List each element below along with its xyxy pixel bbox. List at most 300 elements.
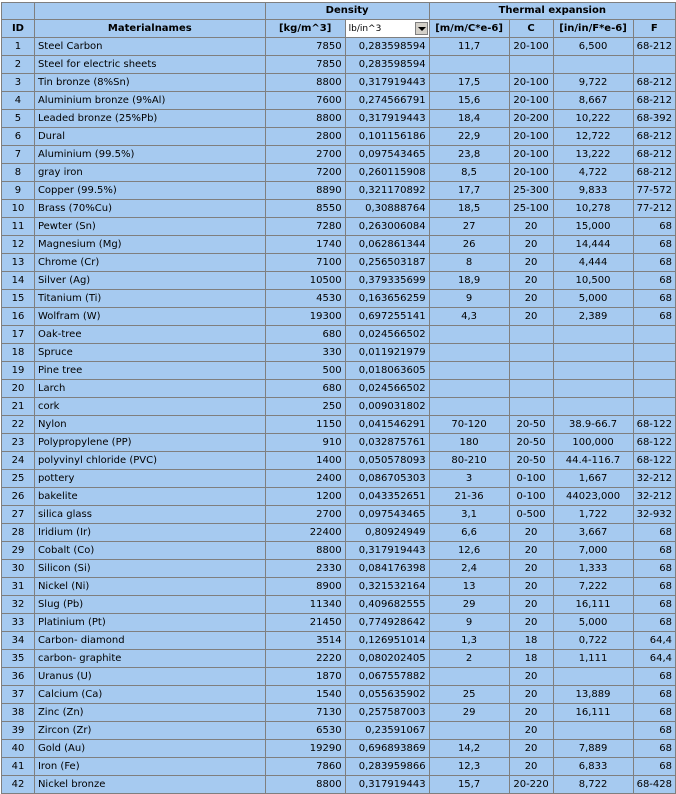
id-cell[interactable]: 30 (2, 560, 35, 578)
density-lb-cell[interactable]: 0,260115908 (345, 164, 429, 182)
id-cell[interactable]: 10 (2, 200, 35, 218)
density-lb-cell[interactable]: 0,321170892 (345, 182, 429, 200)
range-c-cell[interactable]: 20-100 (509, 92, 553, 110)
density-lb-cell[interactable]: 0,317919443 (345, 110, 429, 128)
expansion-mmc-cell[interactable]: 29 (429, 596, 509, 614)
range-c-cell[interactable] (509, 398, 553, 416)
id-cell[interactable]: 9 (2, 182, 35, 200)
id-cell[interactable]: 13 (2, 254, 35, 272)
range-f-cell[interactable]: 68 (633, 290, 675, 308)
expansion-mmc-cell[interactable]: 21-36 (429, 488, 509, 506)
expansion-inin-cell[interactable]: 4,722 (553, 164, 633, 182)
range-c-cell[interactable]: 20 (509, 758, 553, 776)
expansion-inin-cell[interactable]: 13,222 (553, 146, 633, 164)
expansion-inin-cell[interactable]: 14,444 (553, 236, 633, 254)
id-cell[interactable]: 28 (2, 524, 35, 542)
range-f-cell[interactable]: 68 (633, 236, 675, 254)
density-kg-cell[interactable]: 8900 (265, 578, 345, 596)
expansion-inin-cell[interactable]: 12,722 (553, 128, 633, 146)
density-kg-cell[interactable]: 3514 (265, 632, 345, 650)
expansion-mmc-cell[interactable]: 12,6 (429, 542, 509, 560)
id-cell[interactable]: 37 (2, 686, 35, 704)
expansion-inin-cell[interactable]: 7,000 (553, 542, 633, 560)
id-cell[interactable]: 22 (2, 416, 35, 434)
id-cell[interactable]: 14 (2, 272, 35, 290)
range-c-cell[interactable]: 20 (509, 236, 553, 254)
density-lb-cell[interactable]: 0,379335699 (345, 272, 429, 290)
range-c-cell[interactable]: 25-300 (509, 182, 553, 200)
range-f-cell[interactable]: 68 (633, 740, 675, 758)
expansion-inin-cell[interactable]: 3,667 (553, 524, 633, 542)
range-f-cell[interactable]: 68 (633, 308, 675, 326)
range-c-cell[interactable]: 20 (509, 290, 553, 308)
density-kg-cell[interactable]: 4530 (265, 290, 345, 308)
id-cell[interactable]: 32 (2, 596, 35, 614)
dropdown-arrow-icon[interactable] (415, 22, 428, 35)
density-kg-cell[interactable]: 7860 (265, 758, 345, 776)
expansion-inin-cell[interactable]: 9,722 (553, 74, 633, 92)
density-lb-cell[interactable]: 0,024566502 (345, 326, 429, 344)
range-f-cell[interactable]: 68-122 (633, 416, 675, 434)
expansion-inin-cell[interactable] (553, 56, 633, 74)
density-lb-cell[interactable]: 0,317919443 (345, 74, 429, 92)
material-name-cell[interactable]: Nickel bronze (34, 776, 265, 794)
material-name-cell[interactable]: cork (34, 398, 265, 416)
material-name-cell[interactable]: Aluminium bronze (9%Al) (34, 92, 265, 110)
density-kg-cell[interactable]: 1200 (265, 488, 345, 506)
expansion-inin-cell[interactable]: 9,833 (553, 182, 633, 200)
material-name-cell[interactable]: Zinc (Zn) (34, 704, 265, 722)
expansion-inin-cell[interactable]: 1,722 (553, 506, 633, 524)
expansion-mmc-cell[interactable] (429, 668, 509, 686)
range-c-cell[interactable] (509, 362, 553, 380)
range-c-cell[interactable]: 20 (509, 524, 553, 542)
expansion-mmc-cell[interactable]: 3,1 (429, 506, 509, 524)
range-c-cell[interactable]: 20-100 (509, 128, 553, 146)
range-f-cell[interactable]: 68 (633, 686, 675, 704)
density-lb-cell[interactable]: 0,80924949 (345, 524, 429, 542)
range-c-cell[interactable]: 20 (509, 614, 553, 632)
expansion-mmc-cell[interactable]: 80-210 (429, 452, 509, 470)
expansion-mmc-cell[interactable]: 26 (429, 236, 509, 254)
expansion-mmc-cell[interactable]: 9 (429, 614, 509, 632)
id-cell[interactable]: 18 (2, 344, 35, 362)
density-kg-cell[interactable]: 2800 (265, 128, 345, 146)
range-c-cell[interactable]: 20-50 (509, 452, 553, 470)
range-c-cell[interactable]: 20 (509, 722, 553, 740)
range-c-cell[interactable]: 20 (509, 596, 553, 614)
density-lb-cell[interactable]: 0,041546291 (345, 416, 429, 434)
expansion-inin-cell[interactable]: 2,389 (553, 308, 633, 326)
density-lb-cell[interactable]: 0,317919443 (345, 776, 429, 794)
material-name-cell[interactable]: Platinium (Pt) (34, 614, 265, 632)
material-name-cell[interactable]: Larch (34, 380, 265, 398)
id-cell[interactable]: 11 (2, 218, 35, 236)
density-kg-cell[interactable]: 7200 (265, 164, 345, 182)
range-c-cell[interactable]: 20 (509, 560, 553, 578)
density-lb-cell[interactable]: 0,097543465 (345, 146, 429, 164)
density-lb-cell[interactable]: 0,317919443 (345, 542, 429, 560)
density-kg-cell[interactable]: 8800 (265, 776, 345, 794)
density-kg-cell[interactable]: 910 (265, 434, 345, 452)
expansion-mmc-cell[interactable] (429, 398, 509, 416)
range-f-cell[interactable]: 68 (633, 596, 675, 614)
id-cell[interactable]: 19 (2, 362, 35, 380)
expansion-mmc-cell[interactable]: 18,9 (429, 272, 509, 290)
density-lb-cell[interactable]: 0,263006084 (345, 218, 429, 236)
density-kg-cell[interactable]: 8800 (265, 542, 345, 560)
expansion-inin-cell[interactable]: 100,000 (553, 434, 633, 452)
density-kg-cell[interactable]: 1740 (265, 236, 345, 254)
density-kg-cell[interactable]: 330 (265, 344, 345, 362)
material-name-cell[interactable]: Tin bronze (8%Sn) (34, 74, 265, 92)
material-name-cell[interactable]: Nylon (34, 416, 265, 434)
id-cell[interactable]: 1 (2, 38, 35, 56)
density-lb-cell[interactable]: 0,256503187 (345, 254, 429, 272)
range-f-cell[interactable]: 68 (633, 722, 675, 740)
expansion-mmc-cell[interactable]: 23,8 (429, 146, 509, 164)
material-name-cell[interactable]: Gold (Au) (34, 740, 265, 758)
range-c-cell[interactable]: 20 (509, 254, 553, 272)
density-kg-cell[interactable]: 19290 (265, 740, 345, 758)
range-f-cell[interactable]: 68-392 (633, 110, 675, 128)
material-name-cell[interactable]: Steel Carbon (34, 38, 265, 56)
material-name-cell[interactable]: gray iron (34, 164, 265, 182)
range-c-cell[interactable]: 0-100 (509, 488, 553, 506)
id-cell[interactable]: 15 (2, 290, 35, 308)
density-lb-cell[interactable]: 0,23591067 (345, 722, 429, 740)
id-cell[interactable]: 36 (2, 668, 35, 686)
expansion-mmc-cell[interactable]: 4,3 (429, 308, 509, 326)
range-c-cell[interactable] (509, 326, 553, 344)
density-lb-cell[interactable]: 0,024566502 (345, 380, 429, 398)
expansion-mmc-cell[interactable]: 17,7 (429, 182, 509, 200)
expansion-mmc-cell[interactable]: 18,5 (429, 200, 509, 218)
range-f-cell[interactable]: 68-428 (633, 776, 675, 794)
range-c-cell[interactable]: 20 (509, 704, 553, 722)
expansion-mmc-cell[interactable]: 70-120 (429, 416, 509, 434)
density-lb-cell[interactable]: 0,084176398 (345, 560, 429, 578)
id-cell[interactable]: 2 (2, 56, 35, 74)
id-cell[interactable]: 12 (2, 236, 35, 254)
range-f-cell[interactable]: 68 (633, 560, 675, 578)
material-name-cell[interactable]: Steel for electric sheets (34, 56, 265, 74)
material-name-cell[interactable]: Iron (Fe) (34, 758, 265, 776)
expansion-mmc-cell[interactable]: 9 (429, 290, 509, 308)
id-cell[interactable]: 8 (2, 164, 35, 182)
expansion-mmc-cell[interactable] (429, 326, 509, 344)
expansion-mmc-cell[interactable]: 17,5 (429, 74, 509, 92)
expansion-mmc-cell[interactable]: 15,6 (429, 92, 509, 110)
density-kg-cell[interactable]: 8800 (265, 74, 345, 92)
expansion-mmc-cell[interactable]: 3 (429, 470, 509, 488)
density-lb-cell[interactable]: 0,696893869 (345, 740, 429, 758)
expansion-mmc-cell[interactable]: 22,9 (429, 128, 509, 146)
id-cell[interactable]: 16 (2, 308, 35, 326)
id-cell[interactable]: 20 (2, 380, 35, 398)
range-f-cell[interactable]: 68-122 (633, 434, 675, 452)
density-kg-cell[interactable]: 2220 (265, 650, 345, 668)
density-lb-cell[interactable]: 0,697255141 (345, 308, 429, 326)
material-name-cell[interactable]: Titanium (Ti) (34, 290, 265, 308)
expansion-mmc-cell[interactable] (429, 722, 509, 740)
material-name-cell[interactable]: Uranus (U) (34, 668, 265, 686)
range-f-cell[interactable]: 32-212 (633, 488, 675, 506)
range-c-cell[interactable]: 20-100 (509, 146, 553, 164)
expansion-mmc-cell[interactable]: 8 (429, 254, 509, 272)
material-name-cell[interactable]: Polypropylene (PP) (34, 434, 265, 452)
id-cell[interactable]: 17 (2, 326, 35, 344)
material-name-cell[interactable]: Magnesium (Mg) (34, 236, 265, 254)
density-lb-cell[interactable]: 0,018063605 (345, 362, 429, 380)
range-f-cell[interactable]: 68-212 (633, 146, 675, 164)
density-kg-cell[interactable]: 7100 (265, 254, 345, 272)
expansion-inin-cell[interactable]: 10,222 (553, 110, 633, 128)
density-kg-cell[interactable]: 2330 (265, 560, 345, 578)
density-lb-cell[interactable]: 0,009031802 (345, 398, 429, 416)
material-name-cell[interactable]: pottery (34, 470, 265, 488)
density-lb-cell[interactable]: 0,062861344 (345, 236, 429, 254)
density-lb-cell[interactable]: 0,163656259 (345, 290, 429, 308)
density-kg-cell[interactable]: 500 (265, 362, 345, 380)
id-cell[interactable]: 35 (2, 650, 35, 668)
id-cell[interactable]: 23 (2, 434, 35, 452)
range-c-cell[interactable]: 20-100 (509, 74, 553, 92)
expansion-inin-cell[interactable] (553, 362, 633, 380)
range-f-cell[interactable]: 77-212 (633, 200, 675, 218)
expansion-inin-cell[interactable] (553, 668, 633, 686)
expansion-mmc-cell[interactable]: 27 (429, 218, 509, 236)
id-cell[interactable]: 4 (2, 92, 35, 110)
density-lb-cell[interactable]: 0,011921979 (345, 344, 429, 362)
density-kg-cell[interactable]: 2700 (265, 506, 345, 524)
expansion-mmc-cell[interactable]: 1,3 (429, 632, 509, 650)
density-kg-cell[interactable]: 11340 (265, 596, 345, 614)
range-f-cell[interactable]: 68 (633, 614, 675, 632)
id-cell[interactable]: 40 (2, 740, 35, 758)
range-f-cell[interactable]: 68-122 (633, 452, 675, 470)
density-lb-cell[interactable]: 0,274566791 (345, 92, 429, 110)
expansion-inin-cell[interactable]: 13,889 (553, 686, 633, 704)
range-f-cell[interactable]: 32-932 (633, 506, 675, 524)
id-cell[interactable]: 39 (2, 722, 35, 740)
id-cell[interactable]: 26 (2, 488, 35, 506)
id-cell[interactable]: 29 (2, 542, 35, 560)
material-name-cell[interactable]: Leaded bronze (25%Pb) (34, 110, 265, 128)
material-name-cell[interactable]: Dural (34, 128, 265, 146)
expansion-inin-cell[interactable]: 16,111 (553, 596, 633, 614)
range-c-cell[interactable]: 20 (509, 308, 553, 326)
range-f-cell[interactable]: 68-212 (633, 74, 675, 92)
expansion-inin-cell[interactable]: 7,222 (553, 578, 633, 596)
expansion-inin-cell[interactable]: 7,889 (553, 740, 633, 758)
density-kg-cell[interactable]: 1870 (265, 668, 345, 686)
range-f-cell[interactable]: 68 (633, 704, 675, 722)
range-f-cell[interactable]: 68-212 (633, 38, 675, 56)
density-lb-cell[interactable]: 0,283598594 (345, 56, 429, 74)
range-f-cell[interactable]: 68 (633, 578, 675, 596)
density-kg-cell[interactable]: 8550 (265, 200, 345, 218)
range-f-cell[interactable]: 68-212 (633, 92, 675, 110)
id-cell[interactable]: 33 (2, 614, 35, 632)
range-c-cell[interactable]: 20 (509, 272, 553, 290)
range-c-cell[interactable]: 20-100 (509, 38, 553, 56)
range-f-cell[interactable]: 68 (633, 668, 675, 686)
density-lb-cell[interactable]: 0,032875761 (345, 434, 429, 452)
material-name-cell[interactable]: Cobalt (Co) (34, 542, 265, 560)
density-lb-cell[interactable]: 0,126951014 (345, 632, 429, 650)
expansion-mmc-cell[interactable]: 8,5 (429, 164, 509, 182)
range-f-cell[interactable]: 64,4 (633, 632, 675, 650)
expansion-mmc-cell[interactable]: 15,7 (429, 776, 509, 794)
material-name-cell[interactable]: Copper (99.5%) (34, 182, 265, 200)
material-name-cell[interactable]: Silicon (Si) (34, 560, 265, 578)
expansion-inin-cell[interactable]: 5,000 (553, 290, 633, 308)
density-kg-cell[interactable]: 8800 (265, 110, 345, 128)
range-c-cell[interactable]: 20-220 (509, 776, 553, 794)
id-cell[interactable]: 41 (2, 758, 35, 776)
material-name-cell[interactable]: Aluminium (99.5%) (34, 146, 265, 164)
expansion-inin-cell[interactable]: 5,000 (553, 614, 633, 632)
density-lb-cell[interactable]: 0,257587003 (345, 704, 429, 722)
id-cell[interactable]: 42 (2, 776, 35, 794)
density-lb-cell[interactable]: 0,043352651 (345, 488, 429, 506)
id-cell[interactable]: 21 (2, 398, 35, 416)
id-cell[interactable]: 25 (2, 470, 35, 488)
expansion-mmc-cell[interactable]: 12,3 (429, 758, 509, 776)
expansion-inin-cell[interactable]: 10,278 (553, 200, 633, 218)
density-lb-cell[interactable]: 0,086705303 (345, 470, 429, 488)
expansion-mmc-cell[interactable] (429, 56, 509, 74)
expansion-inin-cell[interactable]: 10,500 (553, 272, 633, 290)
material-name-cell[interactable]: Chrome (Cr) (34, 254, 265, 272)
range-f-cell[interactable]: 68 (633, 524, 675, 542)
expansion-inin-cell[interactable] (553, 326, 633, 344)
material-name-cell[interactable]: Pewter (Sn) (34, 218, 265, 236)
expansion-mmc-cell[interactable]: 2 (429, 650, 509, 668)
range-c-cell[interactable]: 20 (509, 542, 553, 560)
density-lb-cell[interactable]: 0,080202405 (345, 650, 429, 668)
range-c-cell[interactable]: 0-100 (509, 470, 553, 488)
range-f-cell[interactable] (633, 398, 675, 416)
expansion-mmc-cell[interactable]: 180 (429, 434, 509, 452)
range-f-cell[interactable] (633, 380, 675, 398)
expansion-inin-cell[interactable] (553, 344, 633, 362)
material-name-cell[interactable]: polyvinyl chloride (PVC) (34, 452, 265, 470)
range-c-cell[interactable] (509, 344, 553, 362)
material-name-cell[interactable]: Carbon- diamond (34, 632, 265, 650)
expansion-inin-cell[interactable]: 0,722 (553, 632, 633, 650)
material-name-cell[interactable]: carbon- graphite (34, 650, 265, 668)
expansion-inin-cell[interactable]: 15,000 (553, 218, 633, 236)
range-c-cell[interactable]: 20-50 (509, 416, 553, 434)
expansion-inin-cell[interactable] (553, 398, 633, 416)
density-kg-cell[interactable]: 7600 (265, 92, 345, 110)
expansion-inin-cell[interactable]: 38.9-66.7 (553, 416, 633, 434)
range-f-cell[interactable] (633, 344, 675, 362)
range-f-cell[interactable]: 68 (633, 272, 675, 290)
range-c-cell[interactable]: 18 (509, 632, 553, 650)
range-f-cell[interactable]: 68 (633, 758, 675, 776)
expansion-inin-cell[interactable]: 1,667 (553, 470, 633, 488)
id-cell[interactable]: 6 (2, 128, 35, 146)
expansion-mmc-cell[interactable]: 6,6 (429, 524, 509, 542)
density-lb-cell[interactable]: 0,321532164 (345, 578, 429, 596)
id-cell[interactable]: 24 (2, 452, 35, 470)
range-c-cell[interactable]: 20 (509, 740, 553, 758)
material-name-cell[interactable]: Iridium (Ir) (34, 524, 265, 542)
density-kg-cell[interactable]: 680 (265, 380, 345, 398)
id-cell[interactable]: 38 (2, 704, 35, 722)
expansion-inin-cell[interactable]: 44023,000 (553, 488, 633, 506)
density-kg-cell[interactable]: 22400 (265, 524, 345, 542)
expansion-mmc-cell[interactable] (429, 362, 509, 380)
density-kg-cell[interactable]: 680 (265, 326, 345, 344)
id-cell[interactable]: 7 (2, 146, 35, 164)
material-name-cell[interactable]: bakelite (34, 488, 265, 506)
density-lb-cell[interactable]: 0,30888764 (345, 200, 429, 218)
density-lb-cell[interactable]: 0,050578093 (345, 452, 429, 470)
range-f-cell[interactable]: 68-212 (633, 128, 675, 146)
density-kg-cell[interactable]: 2700 (265, 146, 345, 164)
range-f-cell[interactable]: 77-572 (633, 182, 675, 200)
density-kg-cell[interactable]: 10500 (265, 272, 345, 290)
range-c-cell[interactable] (509, 380, 553, 398)
expansion-mmc-cell[interactable]: 13 (429, 578, 509, 596)
density-kg-cell[interactable]: 1150 (265, 416, 345, 434)
range-f-cell[interactable]: 68 (633, 254, 675, 272)
density-lb-cell[interactable]: 0,283598594 (345, 38, 429, 56)
expansion-inin-cell[interactable]: 6,833 (553, 758, 633, 776)
expansion-inin-cell[interactable] (553, 380, 633, 398)
expansion-inin-cell[interactable]: 6,500 (553, 38, 633, 56)
expansion-mmc-cell[interactable]: 2,4 (429, 560, 509, 578)
range-f-cell[interactable] (633, 362, 675, 380)
density-kg-cell[interactable]: 7280 (265, 218, 345, 236)
id-cell[interactable]: 5 (2, 110, 35, 128)
expansion-mmc-cell[interactable]: 18,4 (429, 110, 509, 128)
material-name-cell[interactable]: Silver (Ag) (34, 272, 265, 290)
range-c-cell[interactable]: 20 (509, 578, 553, 596)
range-f-cell[interactable] (633, 56, 675, 74)
material-name-cell[interactable]: Wolfram (W) (34, 308, 265, 326)
density-kg-cell[interactable]: 19300 (265, 308, 345, 326)
range-c-cell[interactable]: 20-100 (509, 164, 553, 182)
density-kg-cell[interactable]: 1400 (265, 452, 345, 470)
density-lb-cell[interactable]: 0,774928642 (345, 614, 429, 632)
material-name-cell[interactable]: Zircon (Zr) (34, 722, 265, 740)
range-c-cell[interactable]: 20 (509, 686, 553, 704)
range-c-cell[interactable] (509, 56, 553, 74)
expansion-inin-cell[interactable] (553, 722, 633, 740)
range-c-cell[interactable]: 20-200 (509, 110, 553, 128)
range-c-cell[interactable]: 25-100 (509, 200, 553, 218)
id-cell[interactable]: 27 (2, 506, 35, 524)
density-kg-cell[interactable]: 8890 (265, 182, 345, 200)
density-kg-cell[interactable]: 1540 (265, 686, 345, 704)
density-lb-cell[interactable]: 0,055635902 (345, 686, 429, 704)
range-f-cell[interactable] (633, 326, 675, 344)
range-f-cell[interactable]: 64,4 (633, 650, 675, 668)
density-kg-cell[interactable]: 7850 (265, 38, 345, 56)
id-cell[interactable]: 31 (2, 578, 35, 596)
expansion-inin-cell[interactable]: 8,667 (553, 92, 633, 110)
range-c-cell[interactable]: 18 (509, 650, 553, 668)
expansion-mmc-cell[interactable]: 14,2 (429, 740, 509, 758)
range-c-cell[interactable]: 20-50 (509, 434, 553, 452)
range-f-cell[interactable]: 68 (633, 542, 675, 560)
range-f-cell[interactable]: 32-212 (633, 470, 675, 488)
